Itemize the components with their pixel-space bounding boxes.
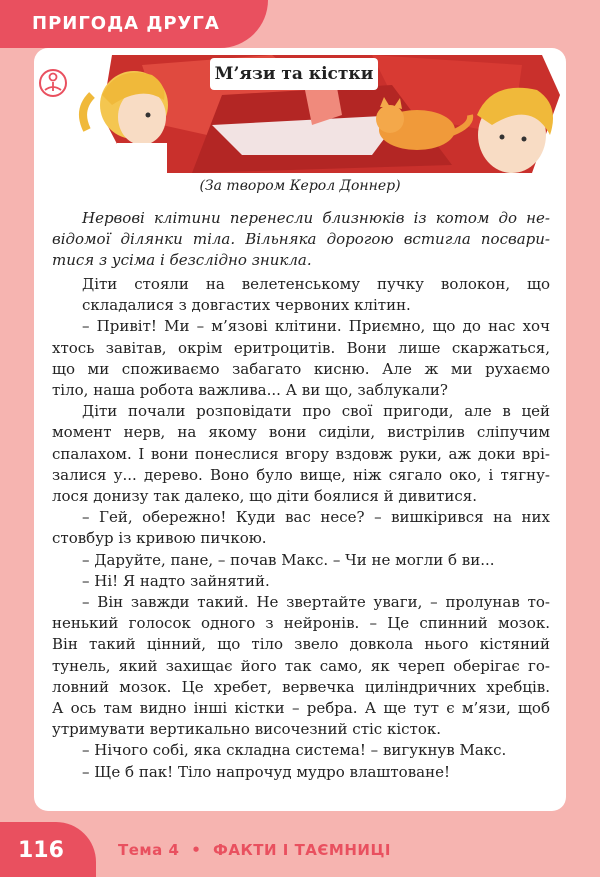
body-line: ненький голосок одного з нейронів. – Це спинний мозок. bbox=[52, 614, 550, 633]
theme-title: ФАКТИ І ТАЄМНИЦІ bbox=[213, 841, 391, 859]
theme-separator: • bbox=[191, 841, 202, 859]
body-line: хтось завітав, окрім еритроцитів. Вони лише скаржаться, bbox=[52, 338, 550, 357]
body-line: складалися з довгастих червоних клітин. bbox=[82, 296, 411, 315]
body-line: Діти стояли на велетенському пучку волокон, що bbox=[82, 275, 550, 293]
body-line: ловний мозок. Це хребет, вервечка циліндричних хребців. bbox=[52, 677, 550, 696]
intro-line: тися з усіма і безслідно зникла. bbox=[52, 251, 312, 270]
section-title: ПРИГОДА ДРУГА bbox=[32, 13, 220, 34]
page-number: 116 bbox=[18, 838, 64, 863]
body-line: – Він завжди такий. Не звертайте уваги, – пролунав то- bbox=[82, 593, 550, 612]
story-body bbox=[52, 274, 550, 783]
body-line: тіло, наша робота важлива... А ви що, заблукали? bbox=[52, 381, 448, 400]
body-line: стовбур із кривою пичкою. bbox=[52, 529, 267, 548]
body-line: А ось там видно інші кістки – ребра. А ще тут є м’язи, щоб bbox=[52, 699, 550, 718]
body-line: – Даруйте, пане, – почав Макс. – Чи не могли б ви... bbox=[82, 550, 495, 569]
story-title: М’язи та кістки bbox=[210, 58, 378, 90]
theme-label: Тема 4 bbox=[118, 841, 180, 859]
story-intro bbox=[52, 208, 550, 272]
body-line: що ми споживаємо забагато кисню. Але ж ми рухаємо bbox=[52, 359, 550, 378]
body-line: – Гей, обережно! Куди вас несе? – вишкірився на них bbox=[82, 508, 550, 527]
body-line: – Ні! Я надто зайнятий. bbox=[82, 571, 270, 590]
body-line: залися у... дерево. Воно було вище, ніж сягало око, і тягну- bbox=[52, 465, 550, 484]
intro-line: Нервові клітини перенесли близнюків із котом до не- bbox=[82, 209, 550, 227]
footer-theme bbox=[118, 841, 391, 859]
body-line: Діти почали розповідати про свої пригоди, але в цей bbox=[82, 402, 550, 421]
body-line: момент нерв, на якому вони сиділи, вистрілив сліпучим bbox=[52, 423, 550, 442]
body-line: Він такий цінний, що тіло звело довкола нього кістяний bbox=[52, 635, 550, 654]
body-line: – Нічого собі, яка складна система! – вигукнув Макс. bbox=[82, 741, 507, 760]
story-attribution: (За твором Керол Доннер) bbox=[199, 178, 401, 194]
body-line: спалахом. І вони понеслися вгору вздовж руки, аж доки врі- bbox=[52, 444, 550, 463]
body-line: лося донизу так далеко, що діти боялися й дивитися. bbox=[52, 487, 478, 506]
body-line: тунель, який захищає його так само, як череп оберігає го- bbox=[52, 656, 550, 675]
body-line: – Ще б пак! Тіло напрочуд мудро влаштоване! bbox=[82, 762, 450, 781]
intro-line: відомої ділянки тіла. Вільняка дорогою встигла посвари- bbox=[52, 230, 550, 249]
reading-logo-icon bbox=[38, 68, 68, 98]
body-line: – Привіт! Ми – м’язові клітини. Приємно, що до нас хоч bbox=[82, 317, 550, 336]
body-line: утримувати вертикально височезний стіс кісток. bbox=[52, 720, 442, 739]
